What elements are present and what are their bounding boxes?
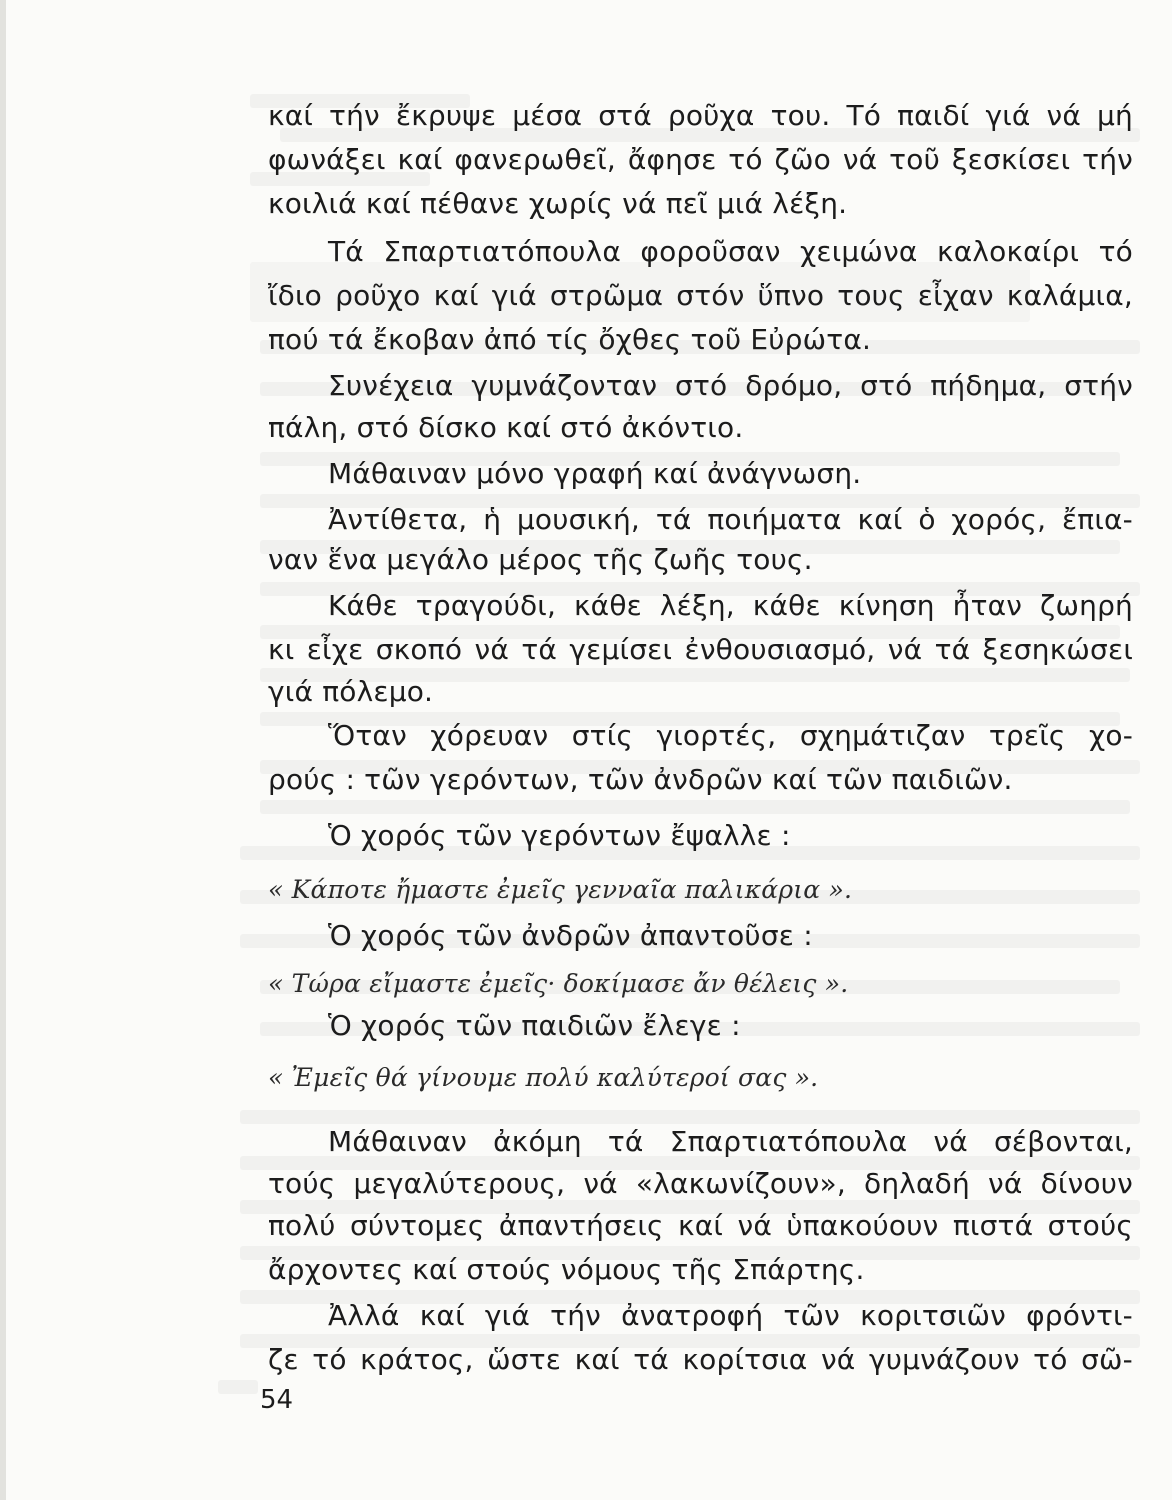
text-line: Ἀντίθετα, ἡ μουσική, τά ποιήματα καί ὁ χορός, ἔπια- [328,503,1133,536]
text-line: Μάθαιναν μόνο γραφή καί ἀνάγνωση. [328,457,862,490]
text-line: κι εἶχε σκοπό νά τά γεμίσει ἐνθουσιασμό, νά τά ξεσηκώσει [268,633,1133,666]
text-line: ναν ἕνα μεγάλο μέρος τῆς ζωῆς τους. [268,543,813,576]
text-line: καί τήν ἔκρυψε μέσα στά ροῦχα του. Τό παιδί γιά νά μή [268,99,1133,132]
text-line: Ὁ χορός τῶν παιδιῶν ἔλεγε : [328,1009,741,1042]
text-line: Μάθαιναν ἀκόμη τά Σπαρτιατόπουλα νά σέβονται, [328,1125,1133,1158]
text-line: Τά Σπαρτιατόπουλα φοροῦσαν χειμώνα καλοκαίρι τό [328,235,1133,268]
text-line: ἴδιο ροῦχο καί γιά στρῶμα στόν ὕπνο τους εἶχαν καλάμια, [268,279,1133,312]
scan-edge [0,0,6,1500]
text-line: Ἀλλά καί γιά τήν ἀνατροφή τῶν κοριτσιῶν φρόντι- [328,1299,1133,1332]
text-line: Κάθε τραγούδι, κάθε λέξη, κάθε κίνηση ἦταν ζωηρή [328,589,1133,622]
text-line: Ὁ χορός τῶν γερόντων ἔψαλλε : [328,819,791,852]
text-line: πολύ σύντομες ἀπαντήσεις καί νά ὑπακούουν πιστά στούς [268,1209,1133,1242]
text-line: γιά πόλεμο. [268,675,434,708]
text-line: ἄρχοντες καί στούς νόμους τῆς Σπάρτης. [268,1253,865,1286]
page-number: 54 [260,1385,294,1415]
text-line: Ὅταν χόρευαν στίς γιορτές, σχημάτιζαν τρεῖς χο- [328,719,1133,752]
text-line: ρούς : τῶν γερόντων, τῶν ἀνδρῶν καί τῶν παιδιῶν. [268,763,1013,796]
text-line: Συνέχεια γυμνάζονταν στό δρόμο, στό πήδημα, στήν [328,369,1133,402]
text-line: ζε τό κράτος, ὥστε καί τά κορίτσια νά γυμνάζουν τό σῶ- [268,1343,1133,1376]
text-line: πού τά ἔκοβαν ἀπό τίς ὄχθες τοῦ Εὐρώτα. [268,323,872,356]
text-line: φωνάξει καί φανερωθεῖ, ἄφησε τό ζῶο νά τοῦ ξεσκίσει τήν [268,143,1133,176]
quote-line: « Κάποτε ἤμαστε ἐμεῖς γενναῖα παλικάρια ». [268,875,853,904]
quote-line: « Ἐμεῖς θά γίνουμε πολύ καλύτεροί σας ». [268,1063,819,1092]
text-line: κοιλιά καί πέθανε χωρίς νά πεῖ μιά λέξη. [268,187,848,220]
text-line: τούς μεγαλύτερους, νά «λακωνίζουν», δηλαδή νά δίνουν [268,1167,1133,1200]
quote-line: « Τώρα εἴμαστε ἐμεῖς· δοκίμασε ἄν θέλεις ». [268,969,849,998]
text-line: πάλη, στό δίσκο καί στό ἀκόντιο. [268,411,744,444]
text-line: Ὁ χορός τῶν ἀνδρῶν ἀπαντοῦσε : [328,919,813,952]
